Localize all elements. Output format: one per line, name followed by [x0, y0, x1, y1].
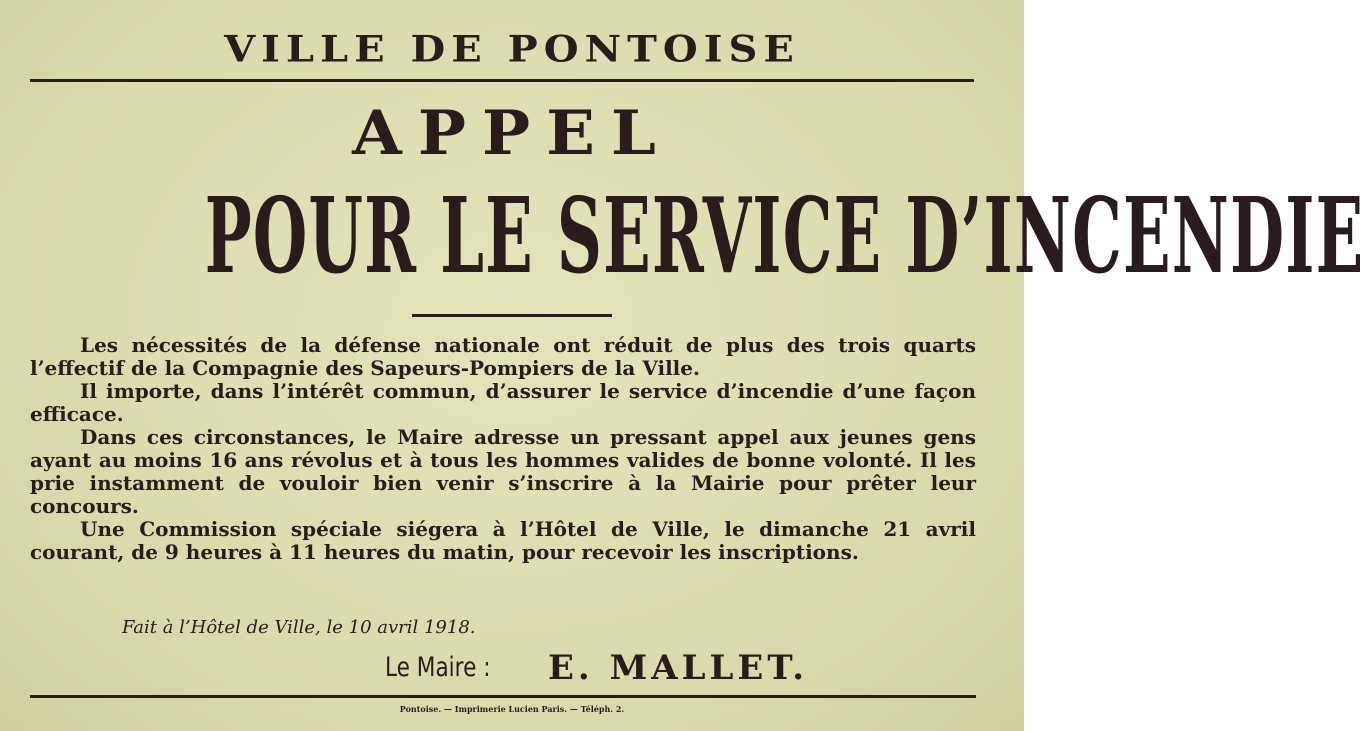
mayor-name: E. MALLET. — [548, 648, 809, 688]
paragraph-1: Les nécessités de la défense nationale ont réduit de plus des trois quarts l’effectif de la Compagnie des Sapeurs-Pompiers de la Ville. — [30, 333, 976, 380]
middle-rule — [412, 314, 612, 317]
headline: APPEL — [352, 97, 672, 170]
subheadline: POUR LE SERVICE D’INCENDIE — [204, 174, 1364, 297]
paragraph-2: Il importe, dans l’intérêt commun, d’assurer le service d’incendie d’une façon efficace. — [30, 379, 976, 426]
place-date: Fait à l’Hôtel de Ville, le 10 avril 1918. — [122, 617, 476, 638]
paragraph-4: Une Commission spéciale siégera à l’Hôtel de Ville, le dimanche 21 avril courant, de 9 heures à 11 heures du matin, pour recevoir les inscriptions. — [30, 517, 976, 564]
mayor-label: Le Maire : — [385, 652, 491, 683]
town-title: VILLE DE PONTOISE — [224, 28, 800, 71]
top-rule — [30, 79, 974, 82]
paragraph-3: Dans ces circonstances, le Maire adresse un pressant appel aux jeunes gens ayant au moins 16 ans révolus et à tous les hommes valides de bonne volonté. Il les prie instamment de vouloir bien venir s’inscrire à la Mairie pour prêter leur concours. — [30, 425, 976, 518]
bottom-rule — [30, 695, 976, 698]
printer-imprint: Pontoise. — Imprimerie Lucien Paris. — Téléph. 2. — [399, 704, 625, 714]
body-text — [30, 334, 976, 564]
